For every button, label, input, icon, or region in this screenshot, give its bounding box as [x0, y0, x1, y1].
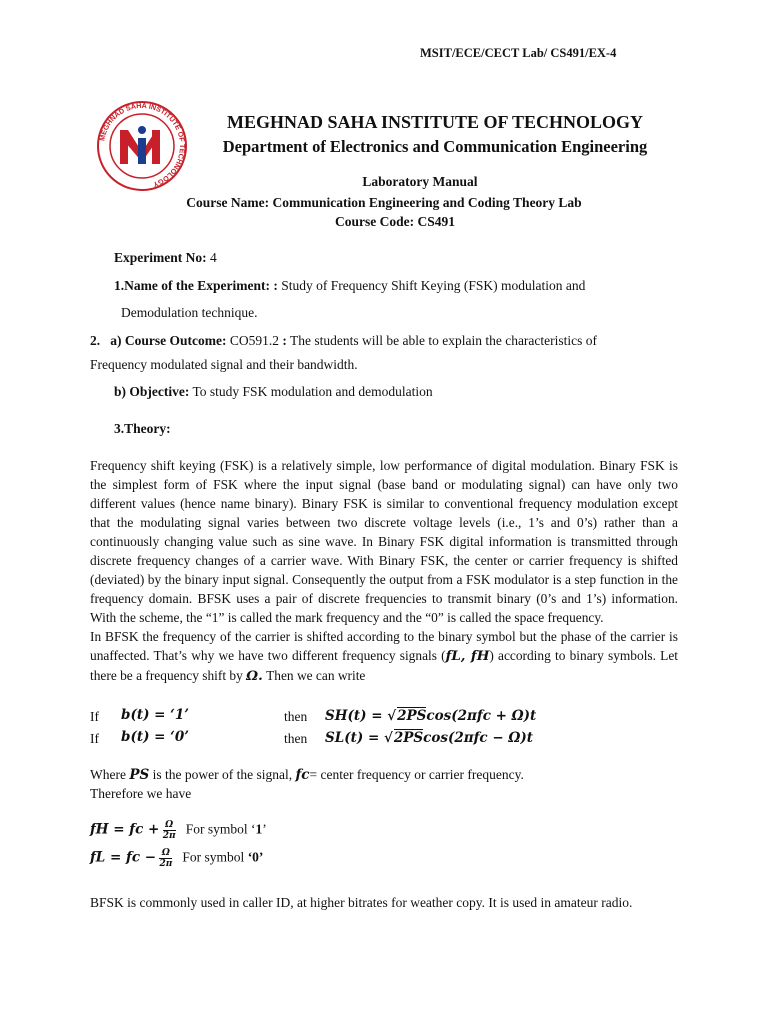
fl-label: For symbol: [182, 849, 248, 865]
experiment-name-label: 1.Name of the Experiment: :: [114, 278, 278, 293]
fh-end: ’: [262, 821, 267, 837]
theory-heading: 3.Theory:: [114, 421, 171, 436]
course-outcome-cont: Frequency modulated signal and their bandwidth.: [90, 357, 358, 372]
eq1-radicand: 2PS: [397, 708, 427, 724]
fh-label: For symbol ‘: [185, 821, 256, 837]
course-name: Course Name: Communication Engineering and Coding Theory Lab: [186, 195, 582, 210]
eq2-expression: SL(t) = √2PScos(2πfc − Ω)t: [325, 730, 534, 746]
where-part-c: = center frequency or carrier frequency.: [309, 767, 524, 782]
objective-label: b) Objective:: [114, 384, 190, 399]
eq1-rest: cos(2πfc + Ω)t: [426, 708, 537, 724]
fl-numerator: Ω: [159, 848, 172, 859]
theory-p2-part-a: In BFSK the frequency of the carrier is shifted according to the binary symbol but the phase of the carrier is unaffected. That’s why we have two different frequency signals (: [90, 629, 678, 663]
fl-denominator: 2π: [159, 859, 173, 869]
where-ps: PS: [129, 767, 150, 783]
eq2-condition: b(t) = ‘0’: [121, 729, 189, 745]
eq1-condition: b(t) = ‘1’: [121, 707, 189, 723]
experiment-label: Experiment No:: [114, 250, 207, 265]
theory-p2-math: fL, fH: [445, 648, 490, 664]
outcome-label: a) Course Outcome:: [110, 333, 227, 348]
logo-ring-text: MEGHNAD SAHA INSTITUTE OF TECHNOLOGY: [97, 100, 188, 190]
eq2-then: then: [284, 731, 308, 746]
fl-symbol: ‘0’: [247, 849, 264, 865]
outcome-text: The students will be able to explain the characteristics of: [286, 333, 598, 348]
eq1-if: If: [90, 709, 99, 724]
theory-paragraph-1: Frequency shift keying (FSK) is a relatively simple, low performance of digital modulation. Binary FSK is the simplest form of FSK where the input signal (base band or modulating signal) can have only two different values (hence name binary). Binary FSK is similar to conventional frequency modulation except that the modulating signal varies between two discrete voltage levels (i.e., 1’s and 0’s) rather than a continuously changing value such as sine wave. In Binary FSK digital information is transmitted through discrete frequency changes of a carrier wave. With Binary FSK, the center or carrier frequency is shifted (deviated) by the binary input signal. Consequently the output from a FSK modulator is a step function in the frequency domain. BFSK uses a pair of discrete frequencies to transmit binary (0’s and 1’s) information. With the scheme, the “1” is called the mark frequency and the “0” is called the space frequency.: [90, 458, 678, 625]
document-code: MSIT/ECE/CECT Lab/ CS491/EX-4: [420, 46, 617, 60]
course-code: Course Code: CS491: [335, 214, 455, 229]
theory-p2-part-c: Then we can write: [262, 668, 366, 683]
fh-numerator: Ω: [163, 820, 176, 831]
experiment-name-cont: Demodulation technique.: [121, 305, 258, 320]
eq2-radicand: 2PS: [393, 730, 424, 746]
therefore-line: Therefore we have: [90, 786, 192, 801]
experiment-name: [114, 278, 585, 294]
course-outcome: [90, 333, 680, 349]
where-line: [90, 767, 524, 783]
where-part-a: Where: [90, 767, 130, 782]
eq2-lhs: SL(t) =: [325, 730, 380, 746]
eq1-expression: SH(t) = √2PScos(2πfc + Ω)t: [325, 708, 537, 724]
fh-lhs: fH = fc +: [90, 821, 160, 838]
theory-paragraph-2: [90, 627, 678, 686]
experiment-number: [114, 250, 217, 266]
experiment-name-value: Study of Frequency Shift Keying (FSK) modulation and: [277, 278, 586, 293]
objective-value: To study FSK modulation and demodulation: [189, 384, 433, 399]
outcome-num: 2.: [90, 333, 101, 348]
eq2-if: If: [90, 731, 99, 746]
manual-title: Laboratory Manual: [362, 174, 478, 189]
department-name: Department of Electronics and Communication Engineering: [222, 137, 648, 156]
outcome-colon: :: [282, 333, 287, 348]
fh-equation: [90, 820, 267, 841]
fh-denominator: 2π: [162, 831, 176, 841]
objective: [114, 384, 433, 400]
fh-symbol: 1: [255, 821, 263, 837]
outcome-code: CO591.2: [226, 333, 283, 348]
eq1-then: then: [284, 709, 308, 724]
where-part-b: is the power of the signal,: [149, 767, 296, 782]
fl-equation: [90, 848, 263, 869]
eq1-lhs: SH(t) =: [325, 708, 383, 724]
applications-paragraph: BFSK is commonly used in caller ID, at higher bitrates for weather copy. It is used in amateur radio.: [90, 895, 633, 910]
fl-lhs: fL = fc −: [90, 849, 157, 866]
theory-p2-part-b: ) according to binary symbols. Let there be a frequency shift by: [90, 648, 679, 683]
where-fc: fc: [295, 767, 310, 783]
institute-name: MEGHNAD SAHA INSTITUTE OF TECHNOLOGY: [226, 112, 644, 132]
theory-p2-omega: Ω.: [246, 668, 263, 684]
theory-text: [90, 456, 678, 686]
fl-fraction: [159, 848, 172, 869]
fh-fraction: [163, 820, 176, 841]
eq2-rest: cos(2πfc − Ω)t: [423, 730, 534, 746]
experiment-value: 4: [206, 250, 217, 265]
